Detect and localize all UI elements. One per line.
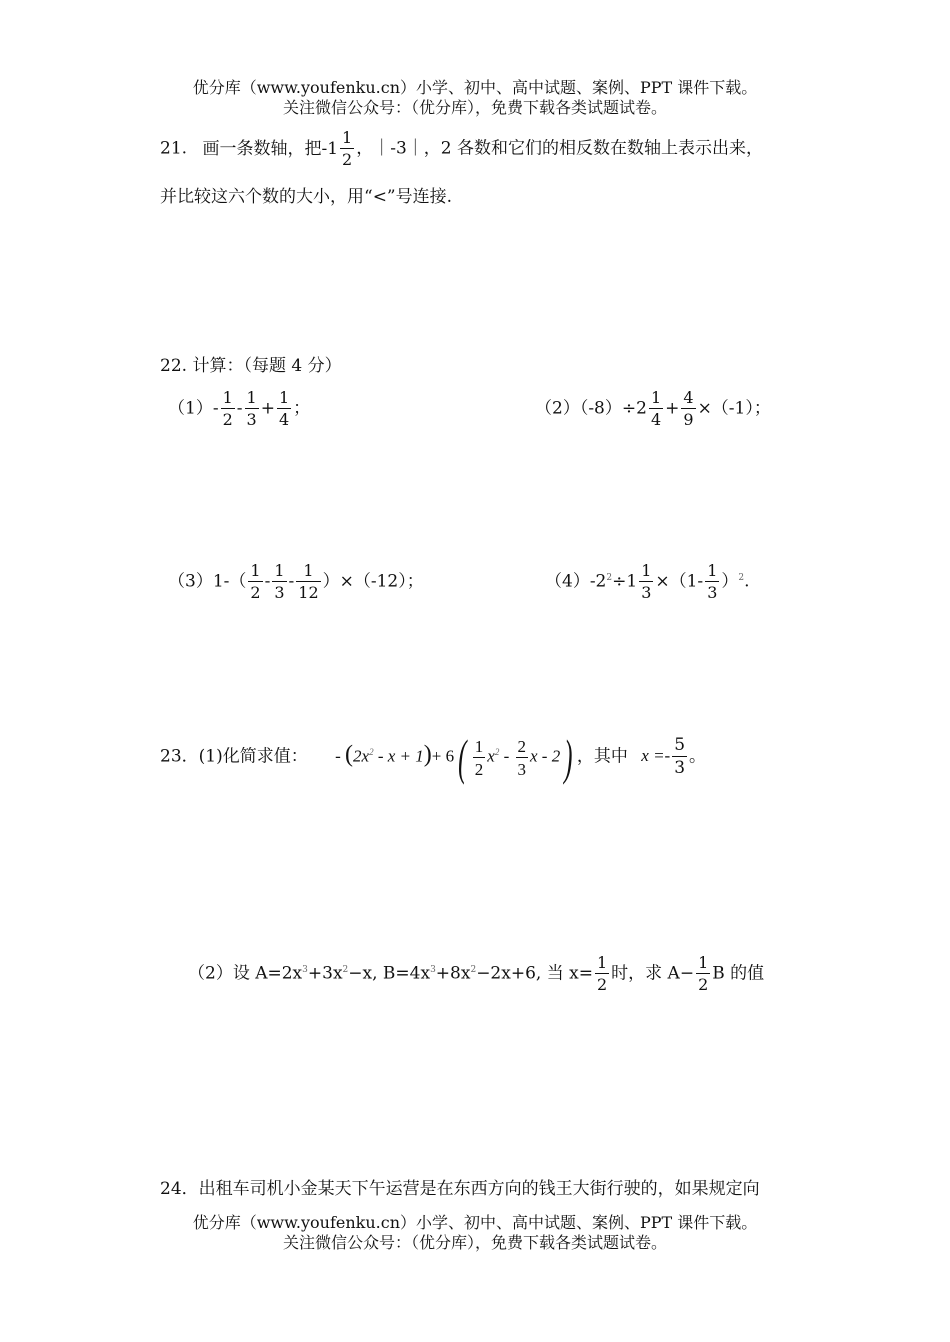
text: 。 bbox=[689, 746, 707, 767]
numerator: 1 bbox=[596, 953, 608, 972]
denominator: 2 bbox=[596, 975, 608, 994]
numerator: 1 bbox=[222, 388, 233, 407]
big-paren-open: ( bbox=[458, 729, 467, 785]
exponent: 2 bbox=[606, 572, 613, 583]
denominator: 3 bbox=[246, 410, 257, 429]
denominator: 4 bbox=[650, 410, 662, 429]
fraction bbox=[696, 955, 710, 993]
sign: - bbox=[212, 398, 219, 419]
exponent: 2 bbox=[342, 964, 349, 975]
numerator: 1 bbox=[246, 388, 257, 407]
text: ，其中 bbox=[576, 746, 628, 767]
fraction bbox=[277, 390, 291, 428]
fraction bbox=[245, 390, 259, 428]
numerator: 1 bbox=[303, 561, 314, 580]
q22-title: 22. 计算：（每题 4 分） bbox=[160, 356, 342, 376]
denominator: 3 bbox=[274, 583, 285, 602]
exponent: 2 bbox=[494, 746, 500, 757]
numerator: 5 bbox=[674, 734, 686, 755]
q22-2-label: （2）（-8）÷2 bbox=[535, 398, 647, 419]
fraction bbox=[639, 563, 653, 601]
q23-expression bbox=[335, 729, 577, 785]
text: - bbox=[335, 746, 346, 766]
sign: - bbox=[288, 571, 295, 592]
denominator: 12 bbox=[298, 583, 319, 602]
q22-3-label: （3）1-（ bbox=[168, 571, 247, 592]
numerator: 4 bbox=[683, 388, 694, 407]
big-paren-close: ) bbox=[564, 729, 573, 785]
paren-open: ( bbox=[345, 741, 354, 768]
exponent: 3 bbox=[430, 964, 436, 975]
text: 2x bbox=[353, 746, 370, 766]
text: −x, B=4x bbox=[348, 963, 431, 984]
denominator: 3 bbox=[641, 583, 652, 602]
text: x bbox=[487, 746, 495, 766]
denominator: 3 bbox=[707, 583, 718, 602]
text: - bbox=[499, 746, 514, 766]
text: +8x bbox=[435, 963, 471, 984]
end: ）×（-12）； bbox=[322, 571, 424, 592]
text: - x + 1 bbox=[373, 746, 424, 766]
sign: - bbox=[236, 398, 243, 419]
q21-frac-den: 2 bbox=[342, 150, 353, 169]
numerator: 1 bbox=[250, 561, 261, 580]
text: B 的值 bbox=[712, 963, 765, 984]
denominator: 2 bbox=[250, 583, 261, 602]
denominator: 3 bbox=[674, 757, 686, 778]
numerator: 1 bbox=[698, 953, 709, 972]
q23-number: 23．(1)化简求值： bbox=[160, 746, 308, 767]
footer-line-1: 优分库（www.youfenku.cn）小学、初中、高中试题、案例、PPT 课件下载。 bbox=[192, 1213, 758, 1232]
numerator: 1 bbox=[274, 561, 285, 580]
q22-part-2 bbox=[535, 390, 771, 428]
fraction bbox=[681, 390, 695, 428]
q21-text-pre: 画一条数轴，把-1 bbox=[202, 138, 339, 159]
text: + 6 bbox=[431, 746, 455, 766]
question-24: 24．出租车司机小金某天下午运营是在东西方向的钱王大街行驶的，如果规定向 bbox=[160, 1179, 760, 1199]
fraction bbox=[595, 955, 609, 993]
exponent: 2 bbox=[369, 746, 374, 757]
numerator: 1 bbox=[474, 736, 484, 756]
q21-line-2: 并比较这六个数的大小，用“<”号连接. bbox=[160, 187, 453, 207]
q21-number: 21. bbox=[160, 138, 188, 159]
text: 时，求 A− bbox=[611, 963, 695, 984]
question-21 bbox=[160, 130, 763, 168]
fraction bbox=[473, 738, 486, 778]
q23-part-2 bbox=[188, 955, 764, 993]
q22-1-label: （1） bbox=[168, 398, 213, 419]
text: （2）设 A=2x bbox=[188, 963, 303, 984]
fraction bbox=[248, 563, 262, 601]
text: +3x bbox=[307, 963, 343, 984]
sign: - bbox=[264, 571, 271, 592]
denominator: 3 bbox=[516, 757, 529, 778]
text: ） bbox=[721, 571, 739, 592]
end: . bbox=[744, 571, 750, 592]
fraction bbox=[296, 563, 320, 601]
paren-close: ) bbox=[423, 741, 432, 768]
fraction bbox=[649, 390, 663, 428]
numerator: 1 bbox=[650, 388, 662, 407]
numerator: 1 bbox=[641, 561, 652, 580]
footer-line-2: 关注微信公众号：（优分库），免费下载各类试题试卷。 bbox=[282, 1233, 667, 1252]
denominator: 4 bbox=[278, 410, 290, 429]
text: x =- bbox=[641, 746, 671, 766]
denominator: 9 bbox=[683, 410, 694, 429]
exponent: 3 bbox=[302, 964, 308, 975]
q21-fraction bbox=[340, 130, 354, 168]
q21-text-post: ，｜-3｜，2 各数和它们的相反数在数轴上表示出来， bbox=[356, 138, 763, 159]
numerator: 1 bbox=[278, 388, 290, 407]
q21-frac-num: 1 bbox=[342, 128, 353, 147]
end: ； bbox=[293, 398, 311, 419]
denominator: 2 bbox=[473, 757, 486, 778]
text: x - 2 bbox=[530, 746, 561, 766]
header-line-2: 关注微信公众号：（优分库），免费下载各类试题试卷。 bbox=[282, 98, 667, 117]
end: ×（-1）； bbox=[697, 398, 771, 419]
fraction bbox=[705, 563, 719, 601]
question-23 bbox=[160, 729, 707, 785]
denominator: 2 bbox=[222, 410, 233, 429]
exponent: 2 bbox=[470, 964, 477, 975]
fraction bbox=[516, 738, 529, 778]
numerator: 2 bbox=[517, 736, 526, 756]
q22-4-label: （4）-2 bbox=[545, 571, 607, 592]
q22-part-1 bbox=[168, 390, 310, 428]
text: −2x+6, 当 x= bbox=[476, 963, 593, 984]
q22-part-4 bbox=[545, 563, 750, 601]
denominator: 2 bbox=[698, 975, 709, 994]
fraction bbox=[672, 734, 687, 778]
fraction bbox=[272, 563, 286, 601]
exponent: 2 bbox=[738, 572, 745, 583]
q22-part-3 bbox=[168, 563, 424, 601]
numerator: 1 bbox=[707, 561, 718, 580]
fraction bbox=[221, 390, 235, 428]
sign: + bbox=[260, 398, 275, 419]
text: ÷1 bbox=[612, 571, 638, 592]
header-line-1: 优分库（www.youfenku.cn）小学、初中、高中试题、案例、PPT 课件下载。 bbox=[192, 78, 758, 97]
text: ×（1- bbox=[655, 571, 704, 592]
sign: + bbox=[665, 398, 680, 419]
